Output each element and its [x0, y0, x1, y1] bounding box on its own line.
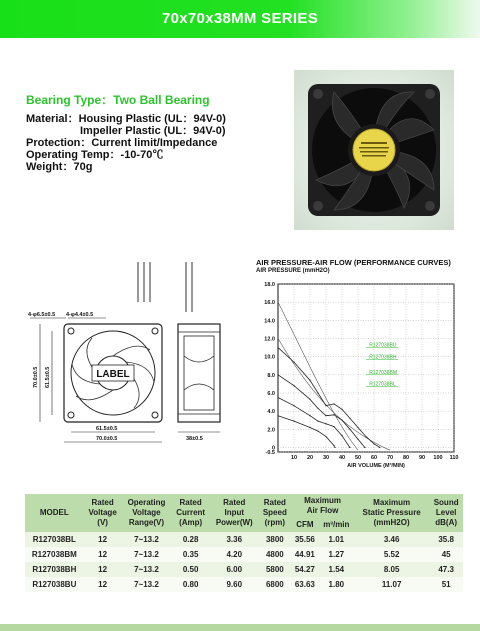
x-tick-label: 20 [306, 455, 314, 461]
y-tick-label: 16.0 [264, 300, 275, 307]
series-point [341, 435, 342, 436]
table-cell: 4.20 [210, 547, 259, 562]
x-tick-label: 50 [354, 455, 362, 461]
legend-label: R127038BM [369, 369, 397, 376]
legend-label: R127038BU [369, 342, 397, 349]
x-tick-label: 70 [386, 455, 394, 461]
y-tick-label: 8.0 [267, 372, 275, 379]
x-tick-label: 60 [370, 455, 378, 461]
series-point [379, 447, 380, 448]
table-cell: 7~13.2 [122, 577, 172, 592]
y-tick-label: 2.0 [267, 427, 275, 434]
col-model: MODEL [39, 508, 69, 517]
table-cell: R127038BU [25, 577, 84, 592]
table-cell: 1.80 [319, 577, 354, 592]
y-tick-label: 0 [271, 445, 275, 452]
table-cell: 0.35 [171, 547, 210, 562]
col-rated-speed: Rated Speed (rpm) [262, 498, 287, 527]
series-point [277, 397, 278, 398]
table-cell: 0.50 [171, 562, 210, 577]
series-point [277, 374, 278, 375]
table-cell: 9.60 [210, 577, 259, 592]
y-tick-label: 6.0 [267, 390, 275, 397]
series-point [357, 439, 358, 440]
x-tick-label: 30 [322, 455, 330, 461]
table-cell: 12 [84, 562, 122, 577]
table-cell: 51 [429, 577, 463, 592]
series-point [341, 420, 342, 421]
series-point [317, 421, 318, 422]
col-rated-current: Rated Current (Amp) [176, 498, 206, 527]
series-point [293, 421, 294, 422]
table-cell: 1.54 [319, 562, 354, 577]
table-cell: 6.00 [210, 562, 259, 577]
series-point [293, 361, 294, 362]
series-point [293, 405, 294, 406]
series-point [317, 408, 318, 409]
table-row [25, 532, 463, 547]
series-point [325, 415, 326, 416]
table-cell: R127038BL [25, 532, 84, 547]
page-title: 70x70x38MM SERIES [161, 10, 318, 27]
series-point [309, 427, 310, 428]
table-cell: 54.27 [291, 562, 319, 577]
series-point [333, 445, 334, 446]
dim-38-depth: 38±0.5 [186, 436, 203, 442]
hole-dim-2: 4-φ4.4±0.5 [66, 312, 94, 318]
series-point [365, 436, 366, 437]
table-cell: 0.28 [171, 532, 210, 547]
col-max-static-pressure: Maximum Static Pressure (mmH2O) [362, 498, 421, 527]
series-point [293, 385, 294, 386]
y-tick-label: 12.0 [264, 336, 275, 343]
chart-title: AIR PRESSURE-AIR FLOW (PERFORMANCE CURVES) [256, 258, 451, 267]
series-point [349, 429, 350, 430]
table-cell: 7~13.2 [122, 562, 172, 577]
table-cell: 35.8 [429, 532, 463, 547]
table-cell: 44.91 [291, 547, 319, 562]
table-cell: 47.3 [429, 562, 463, 577]
table-header-row [25, 494, 463, 518]
series-point [309, 380, 310, 381]
y-tick-label: 14.0 [264, 318, 275, 325]
table-row [25, 577, 463, 592]
series-point [277, 347, 278, 348]
dimension-drawings [26, 258, 251, 463]
col-operating-voltage: Operating Voltage Range(V) [127, 498, 166, 527]
series-point [277, 415, 278, 416]
series-point [309, 399, 310, 400]
table-cell: 12 [84, 577, 122, 592]
chart-y-axis-label: AIR PRESSURE (mmH2O) [256, 268, 330, 274]
series-point [333, 414, 334, 415]
title-banner [0, 0, 480, 38]
dim-70-vertical: 70.0±0.5 [33, 366, 39, 388]
y-tick-label: 4.0 [267, 409, 275, 416]
spec-weight: Weight：70g [26, 161, 93, 173]
x-tick-label: 80 [402, 455, 410, 461]
table-cell: 5800 [259, 562, 292, 577]
table-cell: 11.07 [354, 577, 429, 592]
series-point [357, 427, 358, 428]
x-tick-label: 10 [290, 455, 298, 461]
series-point [373, 443, 374, 444]
table-cell: 3.46 [354, 532, 429, 547]
y-tick-label: -0.5 [265, 450, 275, 456]
table-cell: 1.27 [319, 547, 354, 562]
y-tick-label: 18.0 [264, 282, 275, 288]
spec-impeller: Impeller Plastic (UL：94V-0) [80, 125, 226, 137]
col-rated-input-power: Rated Input Power(W) [215, 498, 253, 527]
col-sound-level: Sound Level dB(A) [433, 498, 459, 527]
col-cfm: CFM [296, 520, 314, 529]
legend-label: R127038BH [369, 354, 397, 361]
series-point [341, 409, 342, 410]
series-point [349, 418, 350, 419]
series-point [325, 405, 326, 406]
table-cell: 3800 [259, 532, 292, 547]
x-tick-label: 110 [449, 455, 459, 461]
series-point [317, 392, 318, 393]
performance-chart [256, 276, 466, 477]
dim-615-horizontal: 61.5±0.5 [96, 426, 118, 432]
table-cell: 8.05 [354, 562, 429, 577]
series-point [325, 423, 326, 424]
table-cell: 0.80 [171, 577, 210, 592]
table-cell: R127038BM [25, 547, 84, 562]
table-cell: 3.36 [210, 532, 259, 547]
x-tick-label: 90 [418, 455, 426, 461]
spec-material: Material：Housing Plastic (UL：94V-0) [26, 113, 226, 125]
table-cell: 5.52 [354, 547, 429, 562]
fan-photo [294, 70, 454, 230]
table-cell: 12 [84, 547, 122, 562]
dim-615-vertical: 61.5±0.5 [45, 366, 51, 388]
col-max-air-flow: Maximum Air Flow [304, 496, 341, 515]
table-cell: 6800 [259, 577, 292, 592]
y-tick-label: 10.0 [264, 354, 275, 361]
table-cell: 63.63 [291, 577, 319, 592]
table-cell: 1.01 [319, 532, 354, 547]
table-row [25, 547, 463, 562]
hole-dim-1: 4-φ6.5±0.5 [28, 312, 56, 318]
series-point [309, 415, 310, 416]
bearing-type: Bearing Type：Two Ball Bearing [26, 93, 210, 107]
table-cell: 7~13.2 [122, 547, 172, 562]
series-point [364, 447, 365, 448]
plot-area [278, 284, 454, 452]
col-m3min: m³/min [323, 520, 350, 529]
legend-label: R127038BL [369, 381, 396, 388]
series-point [333, 403, 334, 404]
table-cell: R127038BH [25, 562, 84, 577]
table-cell: 7~13.2 [122, 532, 172, 547]
spec-operating-temp: Operating Temp：-10-70℃ [26, 149, 164, 161]
table-cell: 45 [429, 547, 463, 562]
series-point [334, 447, 335, 448]
col-rated-voltage: Rated Voltage (V) [88, 498, 117, 527]
series-point [325, 436, 326, 437]
dim-70-horizontal: 70.0±0.5 [96, 436, 118, 442]
x-axis-label: AIR VOLUME (M³/MIN) [347, 463, 405, 469]
series-point [349, 447, 350, 448]
series-point [317, 431, 318, 432]
spec-protection: Protection：Current limit/Impedance [26, 137, 218, 149]
spec-table [25, 494, 463, 592]
table-cell: 12 [84, 532, 122, 547]
footer-band [0, 624, 480, 631]
label-box-text: LABEL [96, 369, 130, 380]
table-cell: 4800 [259, 547, 292, 562]
table-cell: 35.56 [291, 532, 319, 547]
x-tick-label: 40 [338, 455, 346, 461]
table-row [25, 562, 463, 577]
series-point [333, 426, 334, 427]
x-tick-label: 100 [433, 455, 443, 461]
